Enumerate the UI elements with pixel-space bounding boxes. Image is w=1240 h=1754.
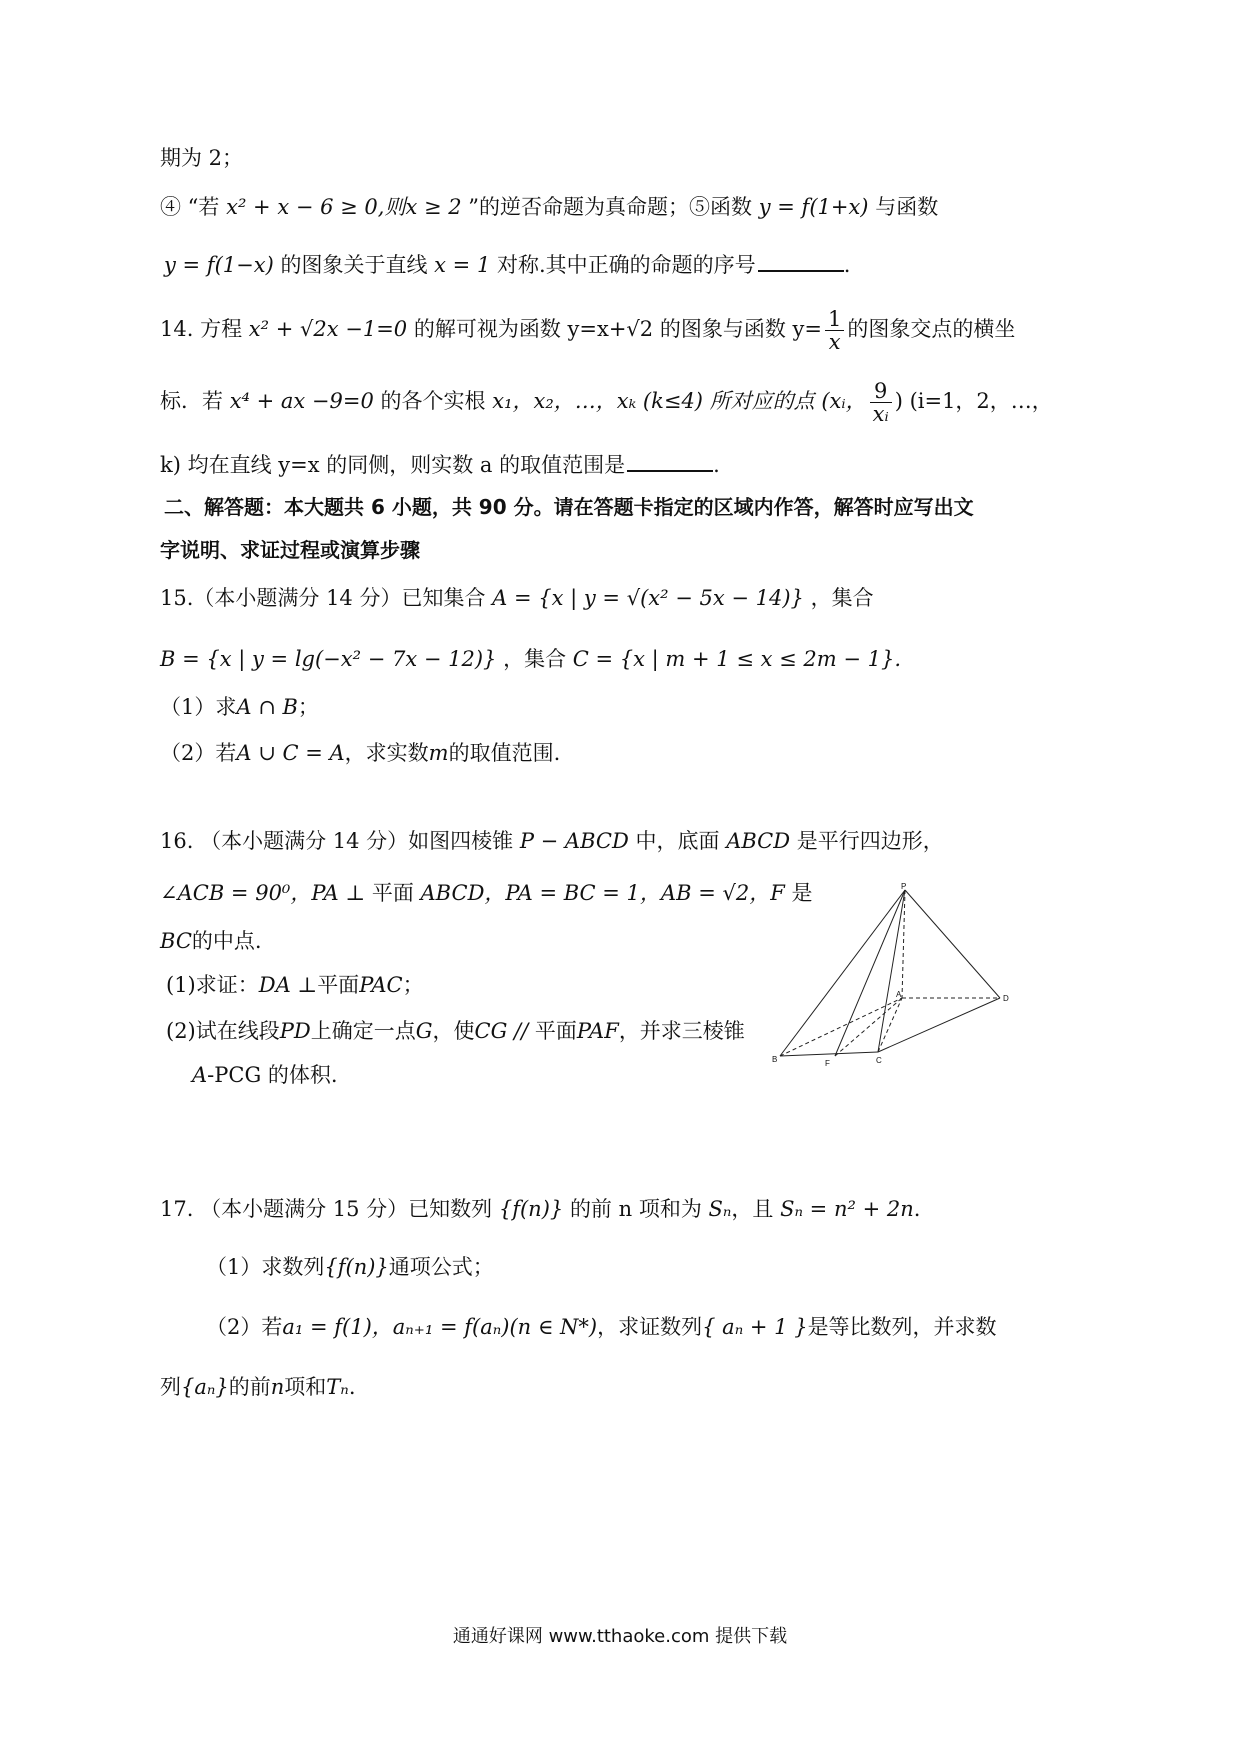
q13-fn1: y = f(1+x) xyxy=(758,195,869,219)
q17-part1: （1）求数列{f(n)}通项公式； xyxy=(206,1255,494,1279)
q15-set-a: A = {x | y = √(x² − 5x − 14)} xyxy=(492,586,804,610)
edge-pf xyxy=(835,890,905,1056)
q14-fraction-9-over-xi: $\frac{9}{\text{xᵢ}}$ xyxy=(870,380,892,425)
answer-blank-13[interactable] xyxy=(758,252,844,272)
q15-line1: 15.（本小题满分 14 分）已知集合 A = {x | y = √(x² − 5x − 14)} ，集合 xyxy=(160,586,874,610)
q14-line2: 标．若 x⁴ + ax −9=0 的各个实根 x₁，x₂，…，xₖ (k≤4) 所对应的点 (xᵢ， $\frac{9}{\text{xᵢ}}$ ) (i=1，2，…， xyxy=(160,379,1053,426)
q13-line1: 期为 2； xyxy=(160,146,244,170)
q13-condition: x² + x − 6 ≥ 0,则x ≥ 2 xyxy=(226,195,462,219)
q17-line1: 17. （本小题满分 15 分）已知数列 {f(n)} 的前 n 项和为 Sₙ，且 Sₙ = n² + 2n. xyxy=(160,1197,921,1221)
section-2-heading-cont: 字说明、求证过程或演算步骤 xyxy=(160,538,420,562)
edge-pc xyxy=(878,890,905,1052)
q16-line3: BC的中点. xyxy=(160,929,262,953)
label-b: B xyxy=(772,1055,778,1064)
label-c: C xyxy=(876,1056,882,1065)
q15-part2: （2）若A ∪ C = A，求实数m的取值范围. xyxy=(160,741,561,765)
pyramid-figure xyxy=(770,880,1030,1080)
q13-line3: y = f(1−x) 的图象关于直线 x = 1 对称.其中正确的命题的序号 . xyxy=(164,253,851,277)
section-2-heading: 二、解答题：本大题共 6 小题，共 90 分。请在答题卡指定的区域内作答，解答时应写出文 xyxy=(164,495,974,519)
q14-fraction-1-over-x: $\frac{1}{x}$ xyxy=(825,308,844,353)
edge-pb xyxy=(780,890,905,1056)
q15-part1: （1）求A ∩ B； xyxy=(160,695,319,719)
label-p: P xyxy=(901,882,907,891)
edge-pd xyxy=(905,890,1000,998)
q13-fn2: y = f(1−x) xyxy=(164,253,274,277)
q16-line2: ∠ACB = 90⁰，PA ⊥ 平面 ABCD，PA = BC = 1，AB = √2，F 是 xyxy=(160,881,813,905)
label-f: F xyxy=(825,1059,830,1068)
page-footer: 通通好课网 www.tthaoke.com 提供下载 xyxy=(452,1626,788,1647)
q13-line2: ④ “若 x² + x − 6 ≥ 0,则x ≥ 2 ”的逆否命题为真命题；⑤函数 y = f(1+x) 与函数 xyxy=(160,195,939,219)
q15-set-b: B = {x | y = lg(−x² − 7x − 12)} xyxy=(160,647,497,671)
label-d: D xyxy=(1003,994,1009,1003)
q16-part1: (1)求证：DA ⊥平面PAC； xyxy=(166,973,424,997)
q16-part2-cont: A-PCG 的体积. xyxy=(192,1063,338,1087)
q16-line1: 16. （本小题满分 14 分）如图四棱锥 P − ABCD 中，底面 ABCD 是平行四边形， xyxy=(160,829,944,853)
edge-ab xyxy=(780,998,902,1056)
answer-blank-14[interactable] xyxy=(627,452,713,472)
q17-part2: （2）若a₁ = f(1)，aₙ₊₁ = f(aₙ)(n ∈ N*)，求证数列{ aₙ + 1 }是等比数列，并求数 xyxy=(206,1315,997,1339)
q15-line2: B = {x | y = lg(−x² − 7x − 12)} ，集合 C = {x | m + 1 ≤ x ≤ 2m − 1}. xyxy=(160,647,901,671)
edge-bc xyxy=(780,1052,878,1056)
q14-line3: k) 均在直线 y=x 的同侧，则实数 a 的取值范围是 . xyxy=(160,453,720,477)
edge-ac xyxy=(878,998,902,1052)
label-a: A xyxy=(896,990,902,999)
q17-part2-cont: 列{aₙ}的前n项和Tₙ. xyxy=(160,1375,356,1399)
q16-part2: (2)试在线段PD上确定一点G，使CG // 平面PAF，并求三棱锥 xyxy=(166,1019,745,1043)
q15-set-c: C = {x | m + 1 ≤ x ≤ 2m − 1}. xyxy=(572,647,901,671)
edge-af xyxy=(835,998,902,1056)
q14-line1: 14. 方程 x² + √2x −1=0 的解可视为函数 y=x+√2 的图象与函数 y= $\frac{1}{x}$ 的图象交点的横坐 xyxy=(160,307,1016,354)
edge-cd xyxy=(878,998,1000,1052)
